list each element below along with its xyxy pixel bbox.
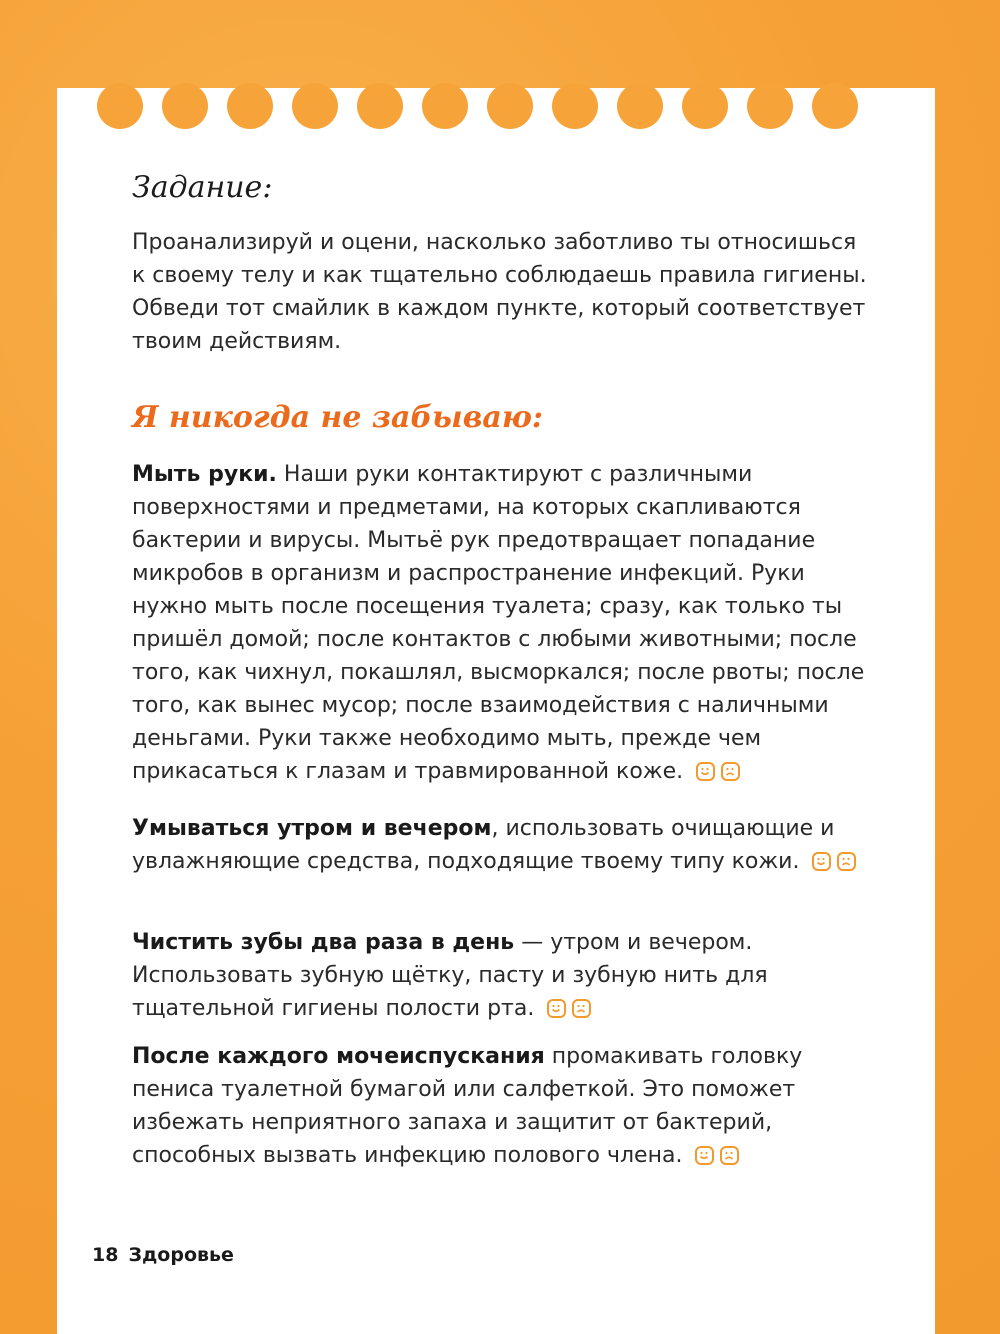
item-title: После каждого мочеиспускания [132, 1044, 545, 1069]
smiley-happy-icon[interactable] [812, 852, 831, 871]
binder-holes [0, 0, 1000, 140]
binder-hole [227, 83, 273, 129]
item-title: Мыть руки. [132, 462, 277, 487]
section-heading: Я никогда не забываю: [132, 400, 543, 435]
binder-hole [292, 83, 338, 129]
smiley-happy-icon[interactable] [695, 1146, 714, 1165]
list-item-teeth [132, 926, 872, 1025]
item-text: , использовать очищающие и увлажняющие средства, подходящие твоему типу кожи. [132, 816, 835, 874]
item-text: Наши руки контактируют с различными поверхностями и предметами, на которых скапливаются бактерии и вирусы. Мытьё рук предотвращает попадание микробов в организм и распространение инфекций. Руки нужно мыть после посещения туалета; сразу, как только ты пришёл домой; после контактов с любыми животными; после того, как чихнул, покашлял, высморкался; после рвоты; после того, как вынес мусор; после взаимодействия с наличными деньгами. Руки также необходимо мыть, прежде чем прикасаться к глазам и травмированной коже. [132, 462, 865, 784]
smiley-sad-icon[interactable] [837, 852, 856, 871]
item-title: Чистить зубы два раза в день [132, 930, 515, 955]
binder-hole [97, 83, 143, 129]
page-footer [92, 1244, 234, 1266]
item-text: — утром и вечером. Использовать зубную щётку, пасту и зубную нить для тщательной гигиены полости рта. [132, 930, 768, 1021]
list-item-washing [132, 812, 872, 878]
smiley-sad-icon[interactable] [720, 1146, 739, 1165]
binder-hole [552, 83, 598, 129]
task-title: Задание: [132, 170, 273, 205]
item-title: Умываться утром и вечером [132, 816, 492, 841]
section-name: Здоровье [128, 1244, 234, 1266]
binder-hole [747, 83, 793, 129]
binder-hole [422, 83, 468, 129]
smiley-sad-icon[interactable] [721, 762, 740, 781]
binder-hole [162, 83, 208, 129]
binder-hole [357, 83, 403, 129]
binder-hole [617, 83, 663, 129]
binder-hole [812, 83, 858, 129]
list-item-hands [132, 458, 872, 788]
page-number: 18 [92, 1244, 119, 1266]
smiley-happy-icon[interactable] [547, 999, 566, 1018]
smiley-happy-icon[interactable] [696, 762, 715, 781]
binder-hole [682, 83, 728, 129]
item-text: промакивать головку пениса туалетной бумагой или салфеткой. Это поможет избежать неприятного запаха и защитит от бактерий, способных вызвать инфекцию полового члена. [132, 1044, 803, 1168]
list-item-urination [132, 1040, 872, 1172]
binder-hole [487, 83, 533, 129]
task-text: Проанализируй и оцени, насколько заботливо ты относишься к своему телу и как тщательно соблюдаешь правила гигиены. Обведи тот смайлик в каждом пункте, который соответствует твоим действиям. [132, 230, 867, 354]
smiley-sad-icon[interactable] [572, 999, 591, 1018]
